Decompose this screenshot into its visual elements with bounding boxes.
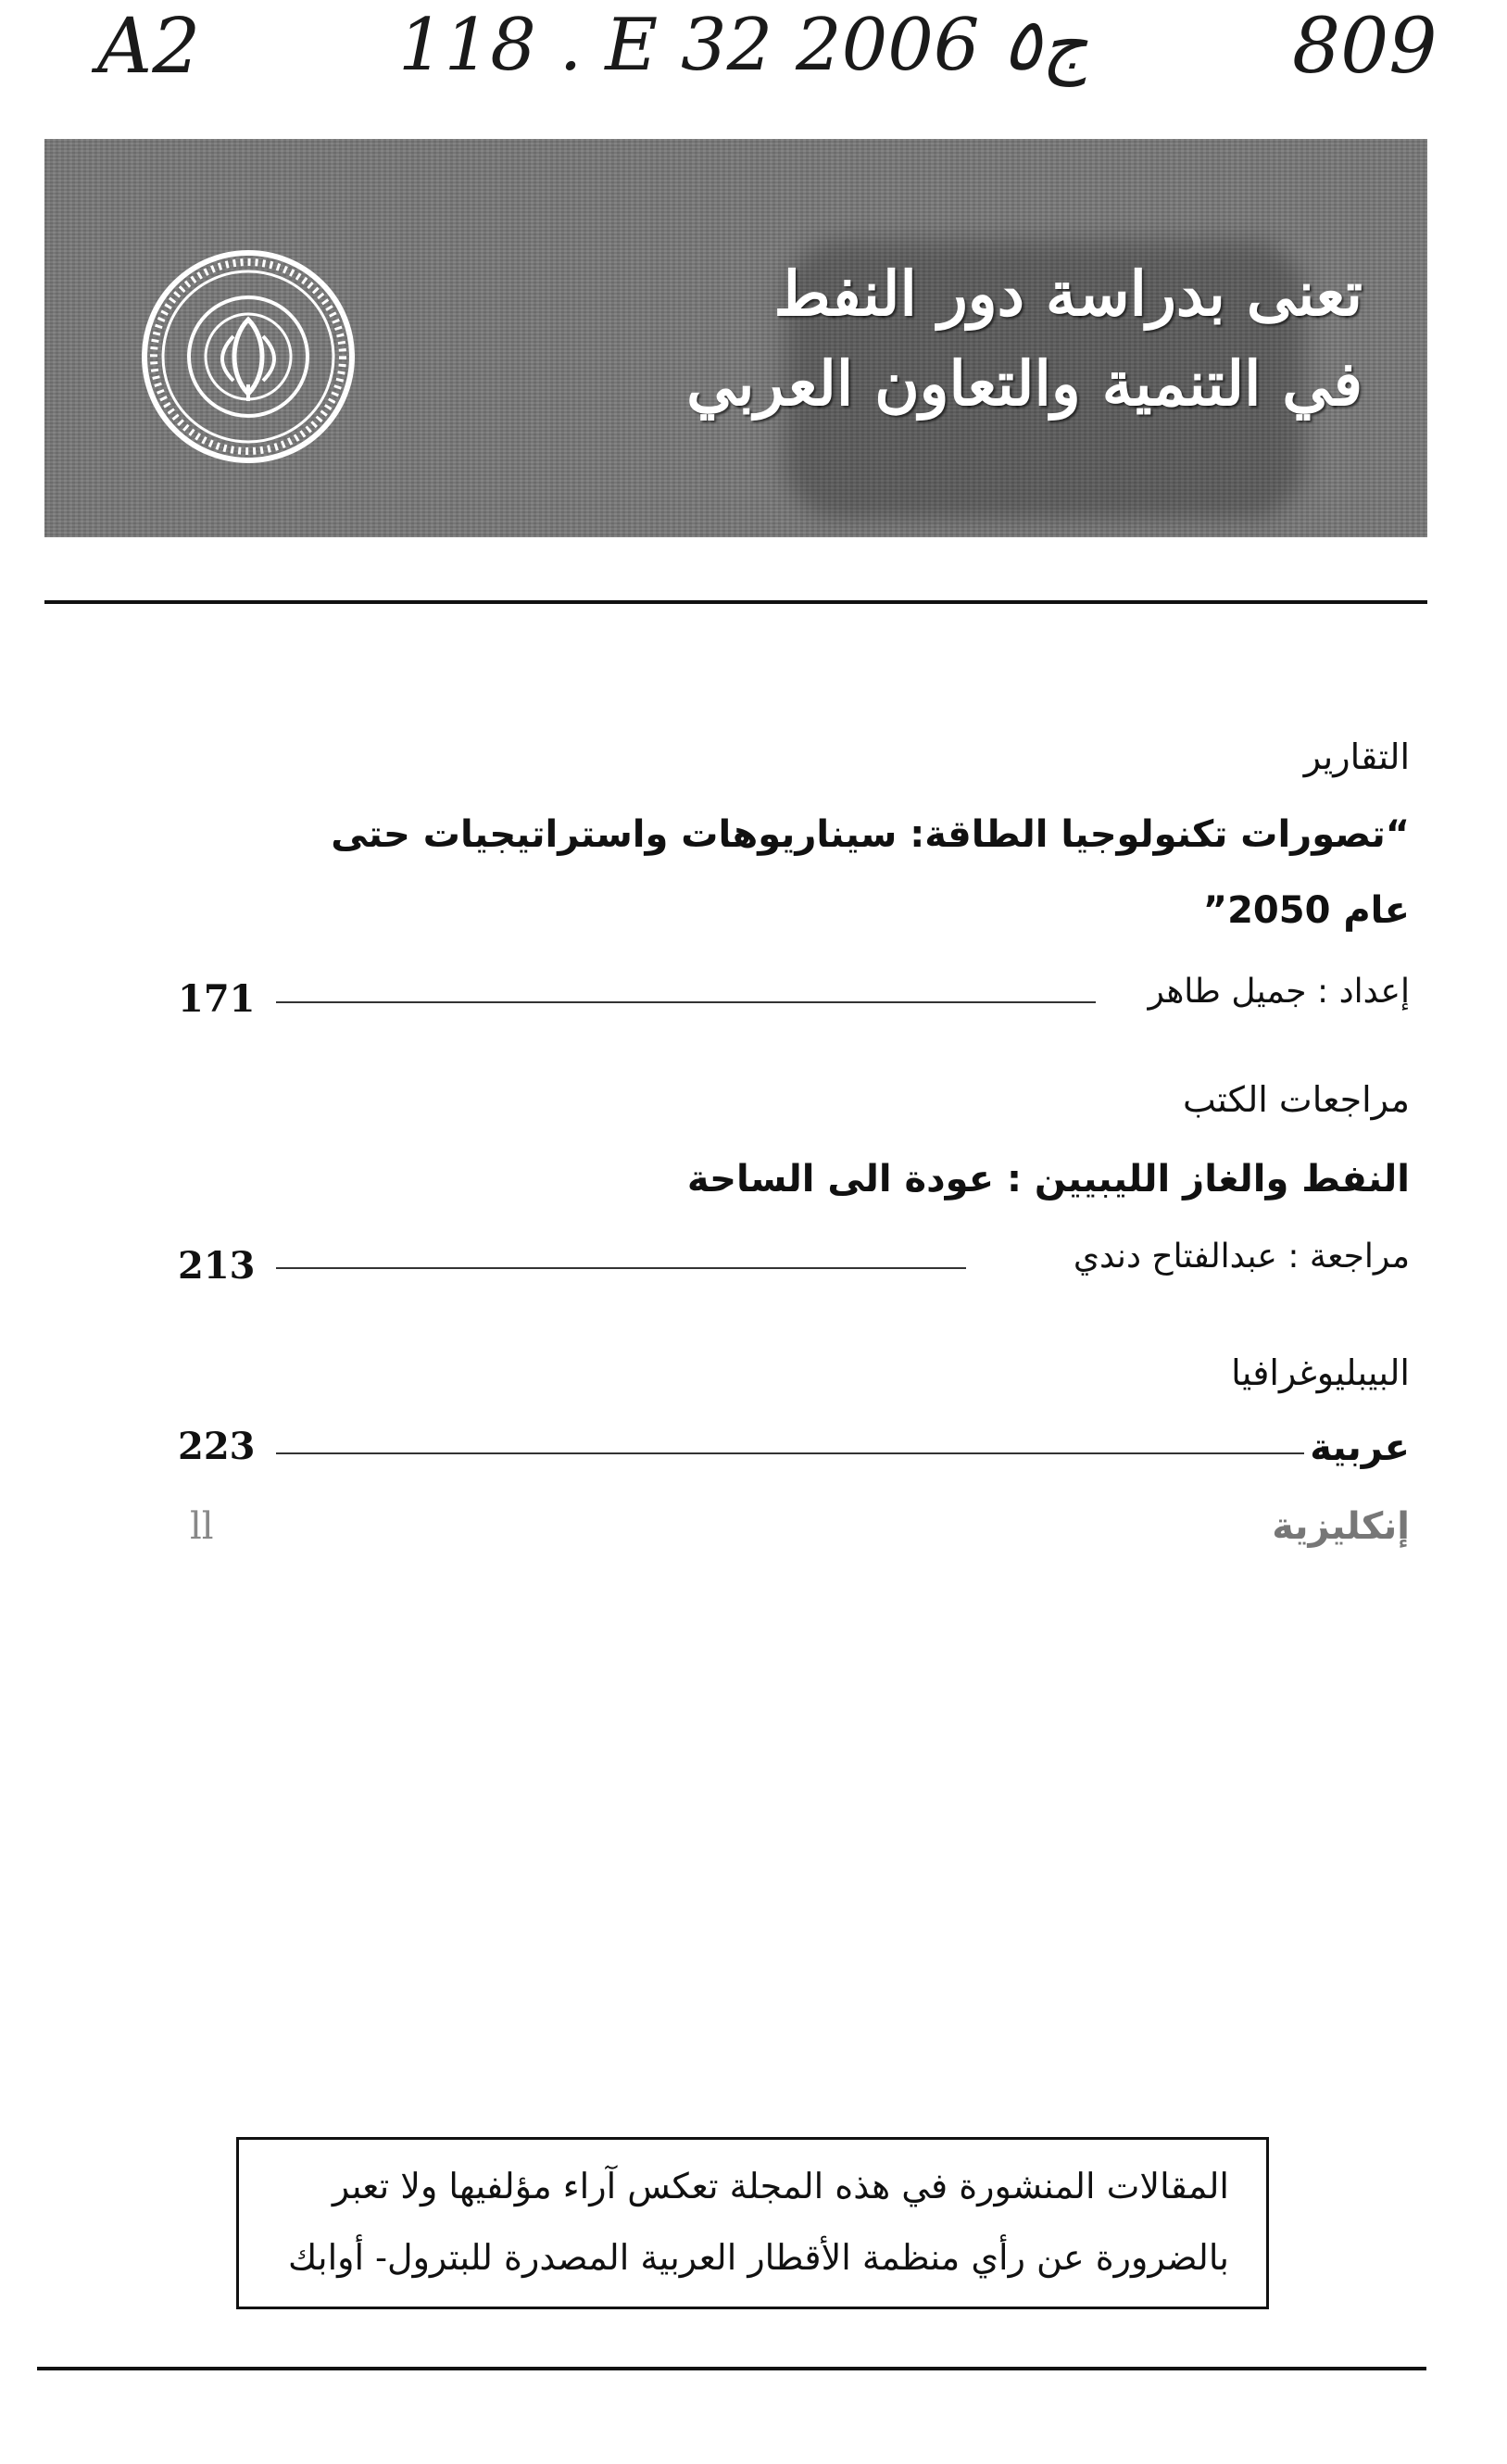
bibliography-arabic-leader-line [276, 1452, 1304, 1454]
handwritten-reference: 118 . E 32 ج٥ 2006 [398, 4, 1088, 87]
section-heading-bibliography: البيبليوغرافيا [1231, 1352, 1410, 1393]
report-leader-line [276, 1001, 1096, 1003]
header-banner [44, 139, 1427, 537]
section-heading-reports: التقارير [1303, 736, 1410, 777]
bibliography-arabic-label: عربية [1310, 1427, 1410, 1469]
bibliography-english-label: إنكليزية [1272, 1505, 1410, 1548]
bibliography-arabic-page-number: 223 [178, 1425, 256, 1468]
banner-title-line2: في التنمية والتعاون العربي [686, 347, 1363, 420]
handwritten-code-right: 809 [1292, 3, 1438, 91]
handwritten-code-left: A2 [97, 3, 201, 91]
bottom-rule [37, 2367, 1426, 2370]
book-review-byline: مراجعة : عبدالفتاح دندي [1073, 1238, 1410, 1276]
book-review-leader-line [276, 1267, 966, 1269]
banner-title-line1: تعنى بدراسة دور النفط [773, 258, 1363, 330]
disclaimer-line2: بالضرورة عن رأي منظمة الأقطار العربية المصدرة للبترول- أوابك [287, 2237, 1229, 2278]
book-review-page-number: 213 [178, 1244, 256, 1288]
book-review-title: النفط والغاز الليبيين : عودة الى الساحة [686, 1158, 1410, 1201]
report-page-number: 171 [178, 977, 256, 1021]
top-rule [44, 600, 1427, 604]
report-byline: إعداد : جميل طاهر [1148, 973, 1410, 1011]
disclaimer-box [236, 2137, 1269, 2309]
oapec-emblem-icon [137, 245, 359, 468]
report-title-line2: عام 2050” [1202, 889, 1410, 932]
bibliography-english-page-number: ll [190, 1505, 214, 1548]
section-heading-book-reviews: مراجعات الكتب [1182, 1079, 1410, 1120]
report-title-line1: “تصورات تكنولوجيا الطاقة: سيناريوهات واستراتيجيات حتى [331, 813, 1410, 856]
disclaimer-line1: المقالات المنشورة في هذه المجلة تعكس آراء مؤلفيها ولا تعبر [332, 2166, 1229, 2206]
